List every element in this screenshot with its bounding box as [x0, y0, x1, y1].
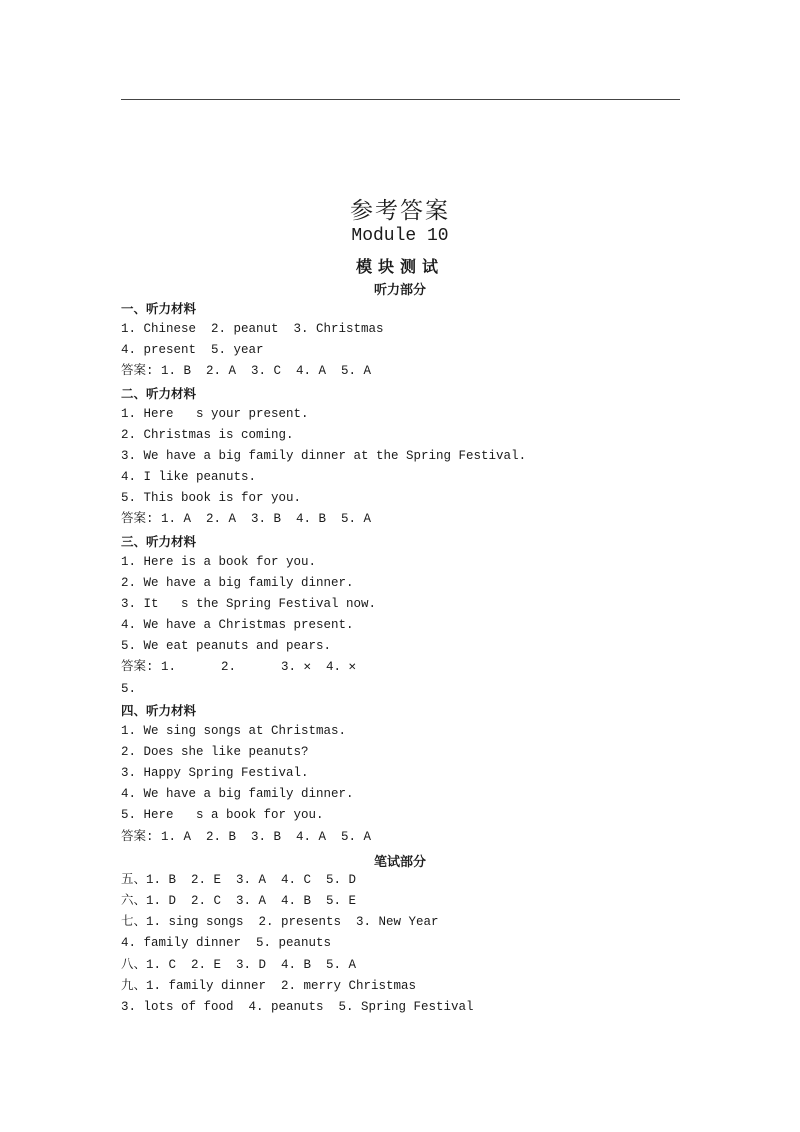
answer-line: 九、1. family dinner 2. merry Christmas	[121, 978, 417, 993]
written-section-label: 笔试部分	[373, 855, 426, 870]
section-heading: 二、听力材料	[121, 385, 197, 401]
listening-section-label: 听力部分	[373, 283, 426, 298]
page-title: 参考答案	[350, 198, 450, 224]
answer-line: 答案: 1. A 2. A 3. B 4. B 5. A	[121, 512, 372, 527]
answer-line: 七、1. sing songs 2. presents 3. New Year	[121, 915, 439, 930]
section-heading: 四、听力材料	[121, 702, 197, 718]
page-subtitle: 模块测试	[355, 257, 444, 276]
answer-line: 八、1. C 2. E 3. D 4. B 5. A	[121, 957, 357, 972]
section-heading: 一、听力材料	[121, 301, 197, 316]
answer-line: 3. We have a big family dinner at the Spring Festival.	[121, 448, 527, 463]
answer-line: 4. I like peanuts.	[121, 470, 257, 485]
answer-line: 1. Here is a book for you.	[121, 554, 317, 569]
answer-line: 5.	[121, 681, 137, 696]
answer-line: 3. Happy Spring Festival.	[121, 766, 309, 781]
answer-line: 5. Here s a book for you.	[121, 808, 324, 823]
answer-line: 答案: 1. 2. 3. ✕ 4. ✕	[121, 660, 357, 675]
module-title: Module 10	[351, 226, 449, 246]
answer-line: 答案: 1. A 2. B 3. B 4. A 5. A	[121, 829, 372, 844]
answer-line: 1. Chinese 2. peanut 3. Christmas	[121, 322, 384, 337]
answer-line: 4. We have a big family dinner.	[121, 787, 354, 802]
section-heading: 三、听力材料	[121, 533, 197, 549]
answer-line: 4. We have a Christmas present.	[121, 618, 354, 633]
top-rule	[121, 99, 680, 100]
answer-line: 答案: 1. B 2. A 3. C 4. A 5. A	[121, 364, 372, 379]
answer-line: 3. It s the Spring Festival now.	[121, 596, 377, 611]
answer-line: 1. Here s your present.	[121, 406, 309, 421]
answer-line: 2. Does she like peanuts?	[121, 744, 309, 759]
answer-line: 5. This book is for you.	[121, 491, 302, 506]
answer-line: 2. Christmas is coming.	[121, 427, 294, 442]
answer-line: 4. family dinner 5. peanuts	[121, 936, 332, 951]
answer-line: 六、1. D 2. C 3. A 4. B 5. E	[121, 894, 357, 909]
answer-line: 5. We eat peanuts and pears.	[121, 639, 332, 654]
answer-line: 1. We sing songs at Christmas.	[121, 723, 347, 738]
written-answers	[121, 870, 474, 1018]
answer-line: 4. present 5. year	[121, 343, 264, 358]
answer-line: 五、1. B 2. E 3. A 4. C 5. D	[121, 873, 357, 887]
listening-answers	[121, 298, 526, 848]
answer-line: 3. lots of food 4. peanuts 5. Spring Festival	[121, 999, 474, 1014]
answer-line: 2. We have a big family dinner.	[121, 575, 354, 590]
